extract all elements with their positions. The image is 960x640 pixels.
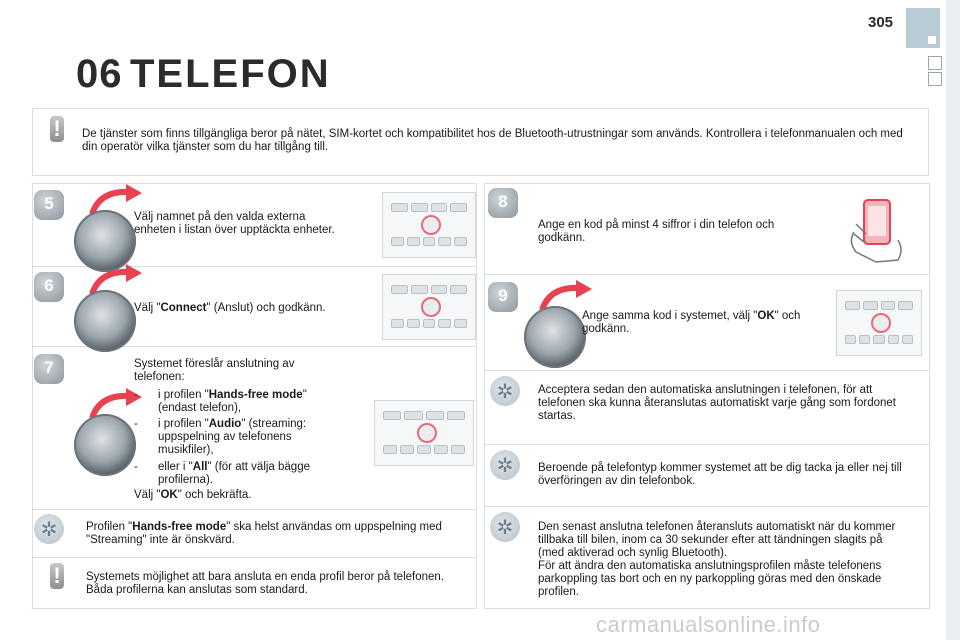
radio-unit-icon [382, 192, 476, 258]
tip-right-text: Den senast anslutna telefonen återansluts automatiskt när du kommer tillbaka till bilen, inom ca 30 sekunder efter att tändningen slagits på (med aktiverad och synlig Bluetooth). [538, 521, 896, 559]
tip-icon: ✲ [490, 450, 520, 480]
chapter-title: TELEFON [130, 52, 331, 96]
step-badge-icon: 8 [488, 188, 518, 218]
phone-hand-icon [846, 194, 910, 264]
warning-icon: ! [40, 563, 78, 591]
checkbox-icon [928, 56, 942, 70]
step-7-option: eller i "All" (för att välja bägge profilerna). [158, 461, 310, 486]
step-badge-icon: 5 [34, 190, 64, 220]
step-9-text: Ange samma kod i systemet, välj "OK" och godkänn. [582, 310, 801, 335]
corner-tab [906, 8, 940, 48]
chapter-number: 06 [76, 52, 123, 96]
radio-unit-icon [374, 400, 474, 466]
step-badge-icon: 9 [488, 282, 518, 312]
radio-unit-icon [382, 274, 476, 340]
step-7-option: i profilen "Hands-free mode" (endast telefon), [158, 389, 307, 414]
step-badge-icon: 6 [34, 272, 64, 302]
tip-right-text: Beroende på telefontyp kommer systemet att be dig tacka ja eller nej till överföringen av din telefonbok. [538, 462, 902, 487]
tip-left-text: Profilen "Hands-free mode" ska helst användas om uppspelning med "Streaming" inte är önskvärd. [86, 521, 442, 546]
tip-icon: ✲ [490, 376, 520, 406]
tip-icon: ✲ [34, 514, 64, 544]
radio-unit-icon [836, 290, 922, 356]
warning-left-text: Systemets möjlighet att bara ansluta en enda profil beror på telefonen. Båda profilerna kan anslutas som standard. [86, 571, 444, 596]
step-7-option: i profilen "Audio" (streaming: uppspelning av telefonens musikfiler), [158, 418, 307, 456]
checkbox-icon [928, 72, 942, 86]
step-6-text: Välj "Connect" (Anslut) och godkänn. [134, 302, 326, 314]
step-7-outro: Välj "OK" och bekräfta. [134, 489, 252, 501]
step-badge-icon: 7 [34, 354, 64, 384]
notice-text: De tjänster som finns tillgängliga beror på nätet, SIM-kortet och kompatibilitet hos de Bluetooth-utrustningar som används. Kontrollera i telefonmanualen och med din operatör vilka tjänster som du har tillgång till. [82, 128, 903, 153]
tip-icon: ✲ [490, 512, 520, 542]
step-8-text: Ange en kod på minst 4 siffror i din telefon och godkänn. [538, 219, 775, 244]
page-number: 305 [868, 14, 894, 31]
step-5-text: Välj namnet på den valda externa enheten i listan över upptäckta enheter. [134, 211, 335, 236]
tip-right-text: Acceptera sedan den automatiska anslutningen i telefonen, för att telefonen ska kunna återanslutas automatiskt varje gång som fordonet startas. [538, 384, 896, 422]
warning-icon: ! [40, 116, 78, 144]
watermark: carmanualsonline.info [596, 612, 821, 637]
step-7-intro: Systemet föreslår anslutning av telefonen: [134, 358, 295, 383]
side-bar [946, 0, 960, 640]
tip-right-text: För att ändra den automatiska anslutningsprofilen måste telefonens parkoppling tas bort och en ny parkoppling göras med den önskade profilen. [538, 560, 882, 598]
